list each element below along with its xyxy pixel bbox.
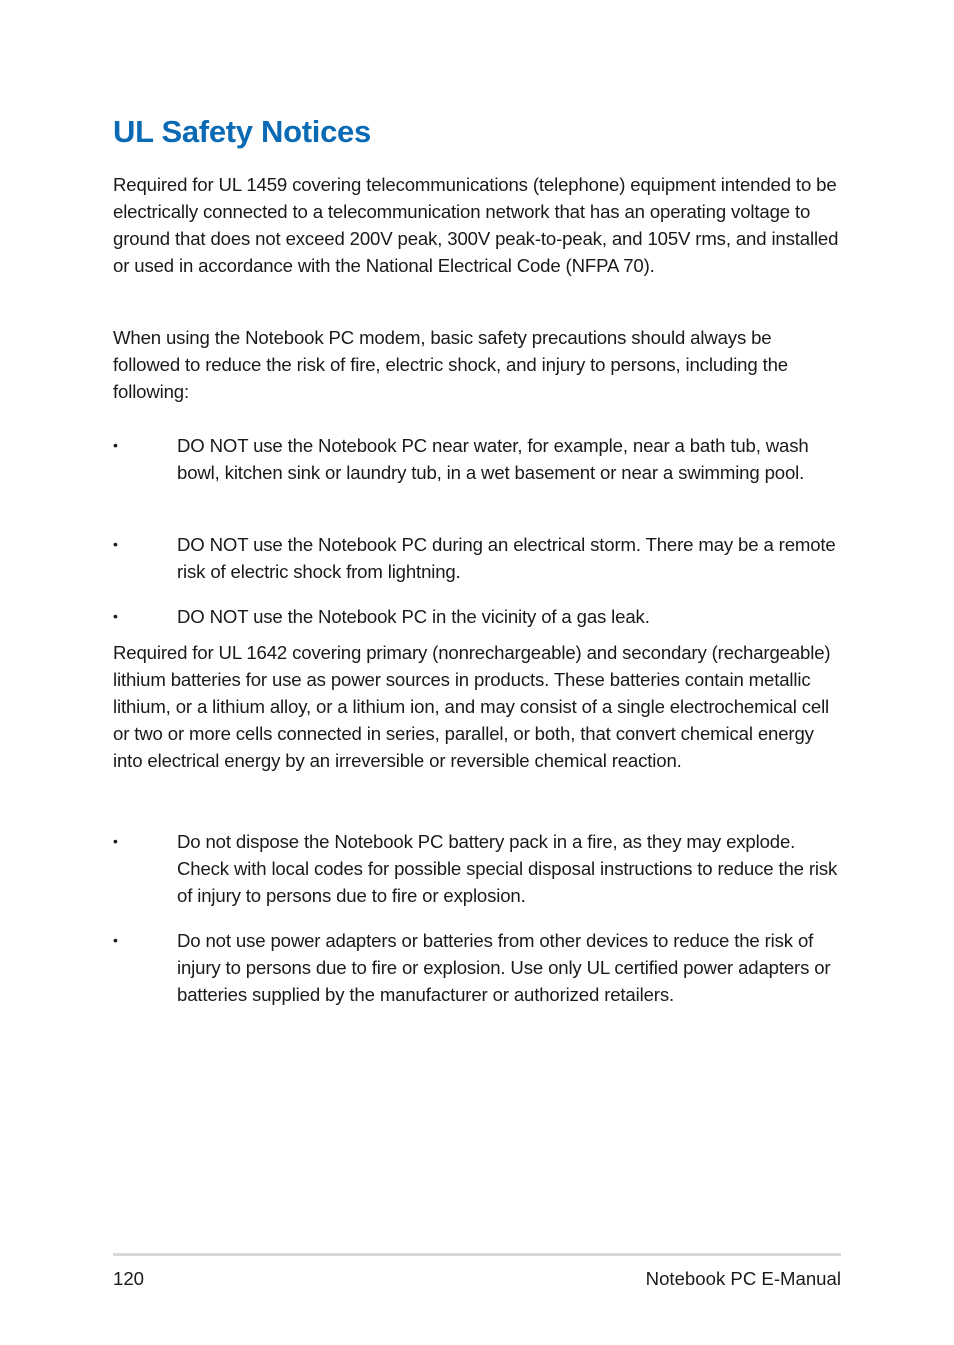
list-item-text: Do not dispose the Notebook PC battery pack in a fire, as they may explode. Check with local codes for possible special disposal instructions to reduce the risk of injury to persons due to fire or explosion. — [177, 831, 838, 906]
footer-divider — [113, 1253, 841, 1256]
ul1642-paragraph: Required for UL 1642 covering primary (nonrechargeable) and secondary (rechargeable) lithium batteries for use as power sources in products. These batteries contain metallic lithium, or a lithium alloy, or a lithium ion, and may consist of a single electrochemical cell or two or more cells connected in series, parallel, or both, that convert chemical energy into electrical energy by an irreversible or reversible chemical reaction. — [113, 642, 831, 771]
list-item-water — [113, 432, 843, 486]
bullet-icon: • — [113, 833, 118, 849]
bullet-icon: • — [113, 437, 118, 453]
list-item-text: DO NOT use the Notebook PC during an electrical storm. There may be a remote risk of electric shock from lightning. — [177, 534, 836, 582]
list-item-battery-fire — [113, 828, 843, 909]
list-item-text: DO NOT use the Notebook PC near water, for example, near a bath tub, wash bowl, kitchen sink or laundry tub, in a wet basement or near a swimming pool. — [177, 435, 809, 483]
list-item-text: DO NOT use the Notebook PC in the vicinity of a gas leak. — [177, 606, 650, 627]
modem-precautions-paragraph: When using the Notebook PC modem, basic safety precautions should always be followed to reduce the risk of fire, electric shock, and injury to persons, including the following: — [113, 327, 788, 402]
bullet-icon: • — [113, 932, 118, 948]
list-item-gas-leak — [113, 603, 843, 630]
list-item-storm — [113, 531, 843, 585]
page-number: 120 — [113, 1268, 145, 1289]
manual-title: Notebook PC E-Manual — [645, 1268, 841, 1289]
list-item-power-adapters — [113, 927, 843, 1008]
bullet-icon: • — [113, 608, 118, 624]
page-title: UL Safety Notices — [113, 114, 371, 149]
bullet-icon: • — [113, 536, 118, 552]
list-item-text: Do not use power adapters or batteries from other devices to reduce the risk of injury to persons due to fire or explosion. Use only UL certified power adapters or batteries supplied by the manufacturer or authorized retailers. — [177, 930, 831, 1005]
ul1459-paragraph: Required for UL 1459 covering telecommunications (telephone) equipment intended to be electrically connected to a telecommunication network that has an operating voltage to ground that does not exceed 200V peak, 300V peak-to-peak, and 105V rms, and installed or used in accordance with the National Electrical Code (NFPA 70). — [113, 174, 839, 276]
